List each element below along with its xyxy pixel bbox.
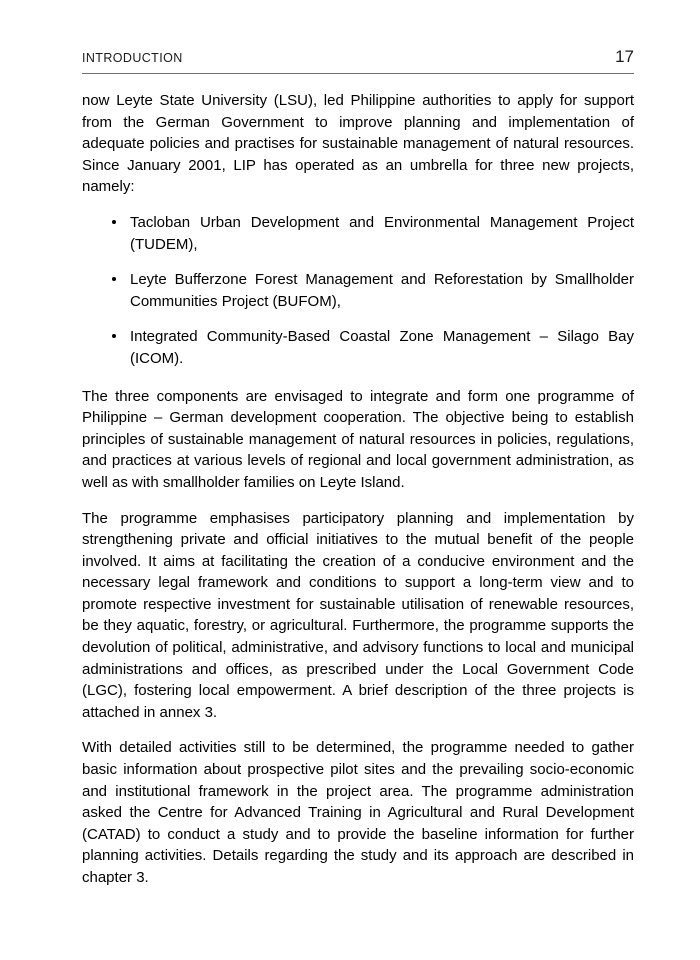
list-item-label: Leyte Bufferzone Forest Management and Reforestation by Smallholder Communities Project (BUFOM), xyxy=(130,271,634,310)
running-header xyxy=(82,48,634,65)
body-paragraph-2: The three components are envisaged to integrate and form one programme of Philippine – German development cooperation. The objective being to establish principles of sustainable management of natural resources in policies, regulations, and practices at various levels of regional and local government administration, as well as with smallholder families on Leyte Island. xyxy=(82,387,634,491)
list-item xyxy=(82,326,634,369)
header-chapter-title: INTRODUCTION xyxy=(82,51,183,65)
bullet-dot-icon xyxy=(112,220,116,224)
bullet-dot-icon xyxy=(112,277,116,281)
list-item xyxy=(82,269,634,312)
project-list-block xyxy=(82,212,634,370)
header-divider-rule xyxy=(82,73,634,74)
list-item-label: Tacloban Urban Development and Environmental Management Project (TUDEM), xyxy=(130,213,634,253)
body-paragraph-4: With detailed activities still to be determined, the programme needed to gather basic information about prospective pilot sites and the prevailing socio-economic and institutional framework in the project area. The programme administration asked the Centre for Advanced Training in Agricultural and Rural Development (CATAD) to conduct a study and to provide the baseline information for further planning activities. Details regarding the study and its approach are described in chapter 3. xyxy=(82,739,634,886)
list-item xyxy=(82,212,634,255)
bullet-dot-icon xyxy=(112,334,116,338)
project-bullet-list xyxy=(82,212,634,370)
page-body xyxy=(82,90,634,889)
body-paragraph-1: now Leyte State University (LSU), led Philippine authorities to apply for support from the German Government to improve planning and implementation of adequate policies and practises for sustainable management of natural resources. Since January 2001, LIP has operated as an umbrella for three new projects, namely: xyxy=(82,92,634,196)
page-number: 17 xyxy=(615,47,634,66)
body-paragraph-3: The programme emphasises participatory planning and implementation by strengthening private and official initiatives to the mutual benefit of the people involved. It aims at facilitating the creation of a conducive environment and the necessary legal framework and conditions to support a long-term view and to promote respective investment for sustainable utilisation of renewable resources, be they aquatic, forestry, or agricultural. Furthermore, the programme supports the devolution of political, administrative, and advisory functions to local and municipal administrations and offices, as prescribed under the Local Government Code (LGC), fostering local empowerment. A brief description of the three projects is attached in annex 3. xyxy=(82,509,634,721)
list-item-label: Integrated Community-Based Coastal Zone Management – Silago Bay (ICOM). xyxy=(130,328,634,367)
